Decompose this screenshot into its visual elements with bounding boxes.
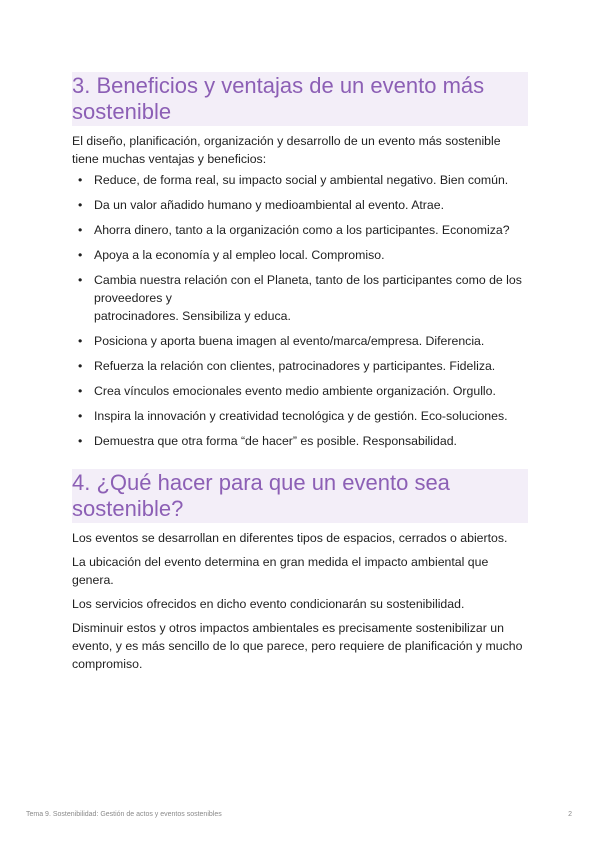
list-item-text: Inspira la innovación y creatividad tecnológica y de gestión. Eco-soluciones.: [94, 409, 508, 423]
list-item: [72, 382, 528, 400]
bullet-icon: •: [78, 173, 83, 187]
list-item: [72, 171, 528, 189]
list-item-text: Da un valor añadido humano y medioambiental al evento. Atrae.: [94, 198, 444, 212]
list-item-text: Ahorra dinero, tanto a la organización como a los participantes. Economiza?: [94, 223, 510, 237]
benefits-list: [72, 171, 528, 450]
list-item: [72, 332, 528, 350]
list-item: [72, 196, 528, 214]
bullet-icon: •: [78, 198, 83, 212]
list-item-text: Demuestra que otra forma “de hacer” es posible. Responsabilidad.: [94, 434, 457, 448]
bullet-icon: •: [78, 273, 83, 287]
section-4-heading: 4. ¿Qué hacer para que un evento sea sostenible?: [72, 469, 528, 523]
section-4-body: [72, 529, 528, 673]
list-item: [72, 357, 528, 375]
bullet-icon: •: [78, 434, 83, 448]
section-4-paragraph: Los servicios ofrecidos en dicho evento condicionarán su sostenibilidad.: [72, 597, 465, 611]
section-4-paragraph: Disminuir estos y otros impactos ambientales es precisamente sostenibilizar un evento, y es más sencillo de lo que parece, pero requiere de planificación y mucho compromiso.: [72, 621, 523, 671]
section-3-heading: 3. Beneficios y ventajas de un evento más sostenible: [72, 72, 528, 126]
page-number: 2: [568, 811, 572, 818]
bullet-icon: •: [78, 409, 83, 423]
list-item-text: Cambia nuestra relación con el Planeta, tanto de los participantes como de los proveedores y: [94, 273, 522, 305]
list-item: [72, 432, 528, 450]
list-item-text-continued: patrocinadores. Sensibiliza y educa.: [94, 309, 291, 323]
page-content: [72, 72, 528, 679]
list-item-text: Reduce, de forma real, su impacto social y ambiental negativo. Bien común.: [94, 173, 509, 187]
list-item: [72, 271, 528, 325]
list-item-text: Apoya a la economía y al empleo local. Compromiso.: [94, 248, 385, 262]
list-item: [72, 407, 528, 425]
bullet-icon: •: [78, 334, 83, 348]
bullet-icon: •: [78, 359, 83, 373]
bullet-icon: •: [78, 248, 83, 262]
list-item-text: Refuerza la relación con clientes, patrocinadores y participantes. Fideliza.: [94, 359, 496, 373]
list-item-text: Crea vínculos emocionales evento medio ambiente organización. Orgullo.: [94, 384, 496, 398]
bullet-icon: •: [78, 223, 83, 237]
section-3-intro: El diseño, planificación, organización y desarrollo de un evento más sostenible tiene muchas ventajas y beneficios:: [72, 134, 501, 166]
section-4-paragraph: Los eventos se desarrollan en diferentes tipos de espacios, cerrados o abiertos.: [72, 531, 508, 545]
page-footer: [26, 811, 572, 818]
list-item-text: Posiciona y aporta buena imagen al evento/marca/empresa. Diferencia.: [94, 334, 485, 348]
bullet-icon: •: [78, 384, 83, 398]
list-item: [72, 246, 528, 264]
section-4-paragraph: La ubicación del evento determina en gran medida el impacto ambiental que genera.: [72, 555, 489, 587]
footer-title: Tema 9. Sostenibilidad: Gestión de actos y eventos sostenibles: [26, 811, 222, 818]
list-item: [72, 221, 528, 239]
